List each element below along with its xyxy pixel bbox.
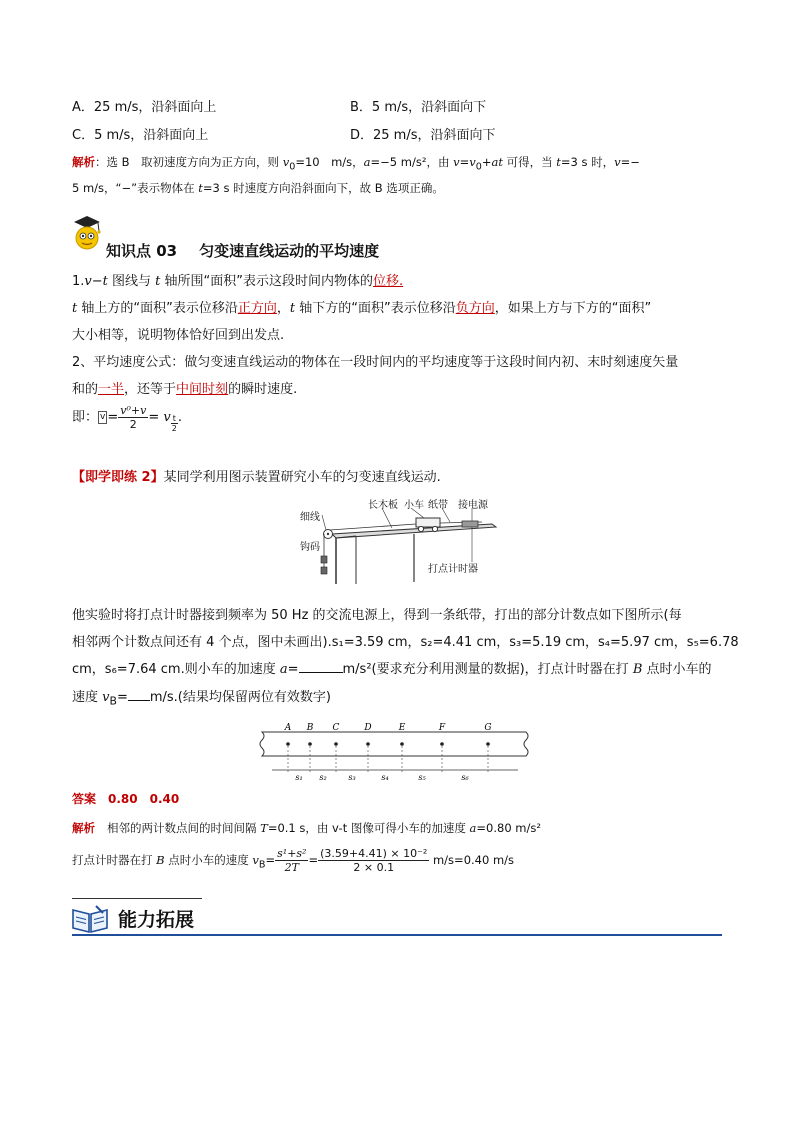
label-weight: 钩码	[300, 542, 320, 553]
kp-item-1-line-3: 大小相等，说明物体恰好回到出发点.	[72, 328, 285, 343]
label-power: 接电源	[458, 500, 488, 511]
tape-point-label: E	[398, 723, 406, 733]
knowledge-point-heading	[106, 240, 379, 261]
analysis-line-1: 解析 相邻的两计数点间的时间间隔 T=0.1 s，由 v-t 图像可得小车的加速度 a=0.80 m/s²	[72, 821, 541, 835]
tape-segment-label: s₂	[319, 773, 327, 782]
tape-segment-label: s₆	[461, 773, 469, 782]
tape-point-label: F	[438, 723, 446, 733]
label-tape: 纸带	[428, 500, 448, 511]
tape-point-label: D	[364, 723, 372, 733]
kp-item-2-line-2: 和的一半，还等于中间时刻的瞬时速度.	[72, 382, 298, 397]
kp-item-2-line-1: 2、平均速度公式：做匀变速直线运动的物体在一段时间内的平均速度等于这段时间内初、末时刻速度矢量	[72, 355, 679, 370]
practice-tag: 【即学即练 2】	[72, 470, 164, 485]
tape-segment-label: s₅	[418, 773, 426, 782]
choice-b: B．5 m/s，沿斜面向下	[350, 100, 487, 115]
paper-tape-diagram	[256, 722, 532, 782]
tape-point-label: B	[306, 723, 314, 733]
section-title: 能力拓展	[118, 909, 195, 931]
scholar-mascot-icon	[70, 214, 104, 254]
acceleration-blank[interactable]	[299, 672, 343, 673]
tape-dot	[334, 742, 338, 746]
tape-dot	[440, 742, 444, 746]
tape-dot	[400, 742, 404, 746]
knowledge-point-code: 知识点 03	[106, 242, 178, 260]
label-string: 细线	[300, 512, 320, 523]
answer-label: 答案	[72, 792, 97, 806]
tape-dot	[308, 742, 312, 746]
tape-dot	[486, 742, 490, 746]
section-bottom-rule	[72, 934, 722, 936]
label-board: 长木板	[368, 500, 398, 511]
average-velocity-formula: 即： v = $\frac{\text{v⁰+v}}{2}$ = v $\frac{t}{2}$ .	[72, 404, 182, 433]
tape-segment-label: s₃	[348, 773, 356, 782]
label-cart: 小车	[404, 500, 424, 511]
choice-a: A．25 m/s，沿斜面向上	[72, 100, 217, 115]
solution-line-2: 5 m/s，“−”表示物体在 t=3 s 时速度方向沿斜面向下，故 B 选项正确。	[72, 181, 444, 195]
tape-segment-label: s₁	[295, 773, 303, 782]
tape-dot	[366, 742, 370, 746]
solution-line-1: 解析：选 B 取初速度方向为正方向，则 $v_0=10$ m/s，a=−5 m/s²，由 $v=v_0+at$ 可得，当 t=3 s 时，v=−	[72, 155, 640, 173]
tape-dot	[286, 742, 290, 746]
velocity-blank[interactable]	[128, 700, 150, 701]
tape-point-label: G	[484, 723, 492, 733]
section-top-rule	[72, 898, 202, 899]
practice-body-line-4: 速度 $v_B= m/s$.(结果均保留两位有效数字)	[72, 690, 331, 708]
practice-question: 【即学即练 2】某同学利用图示装置研究小车的匀变速直线运动.	[72, 470, 441, 485]
kp-item-1: 1.v−t 图线与 t 轴所围“面积”表示这段时间内物体的位移.	[72, 274, 404, 289]
knowledge-point-title: 匀变速直线运动的平均速度	[199, 242, 380, 260]
practice-body-line-3: cm，s₆=7.64 cm.则小车的加速度 a= m/s²(要求充分利用测量的数据)，打点计时器在打 B 点时小车的	[72, 662, 712, 677]
tape-segment-label: s₄	[381, 773, 389, 782]
book-icon	[70, 902, 110, 934]
practice-body-line-2: 相邻两个计数点间还有 4 个点，图中未画出).s₁=3.59 cm，s₂=4.41 cm，s₃=5.19 cm，s₄=5.97 cm，s₅=6.78	[72, 635, 739, 650]
answer-values: 0.80 0.40	[108, 792, 180, 806]
answer-line	[72, 790, 179, 807]
practice-body-line-1: 他实验时将打点计时器接到频率为 50 Hz 的交流电源上，得到一条纸带，打出的部分计数点如下图所示(每	[72, 608, 682, 623]
choice-d: D．25 m/s，沿斜面向下	[350, 128, 496, 143]
label-timer: 打点计时器	[428, 564, 478, 575]
tape-point-label: A	[284, 723, 292, 733]
kp-item-1-line-2: t 轴上方的“面积”表示位移沿正方向，t 轴下方的“面积”表示位移沿负方向，如果上方与下方的“面积”	[72, 301, 652, 316]
analysis-line-2: 打点计时器在打 B 点时小车的速度 $v_B=$ $\frac{\text{s¹+s²}}{2T}$ = $\frac{\text{(3.59+4.41) × 10⁻²}}{2 \times 0.1}$ m/s=0.40 m/s	[72, 847, 515, 874]
choice-c: C．5 m/s，沿斜面向上	[72, 128, 209, 143]
tape-point-label: C	[332, 723, 340, 733]
